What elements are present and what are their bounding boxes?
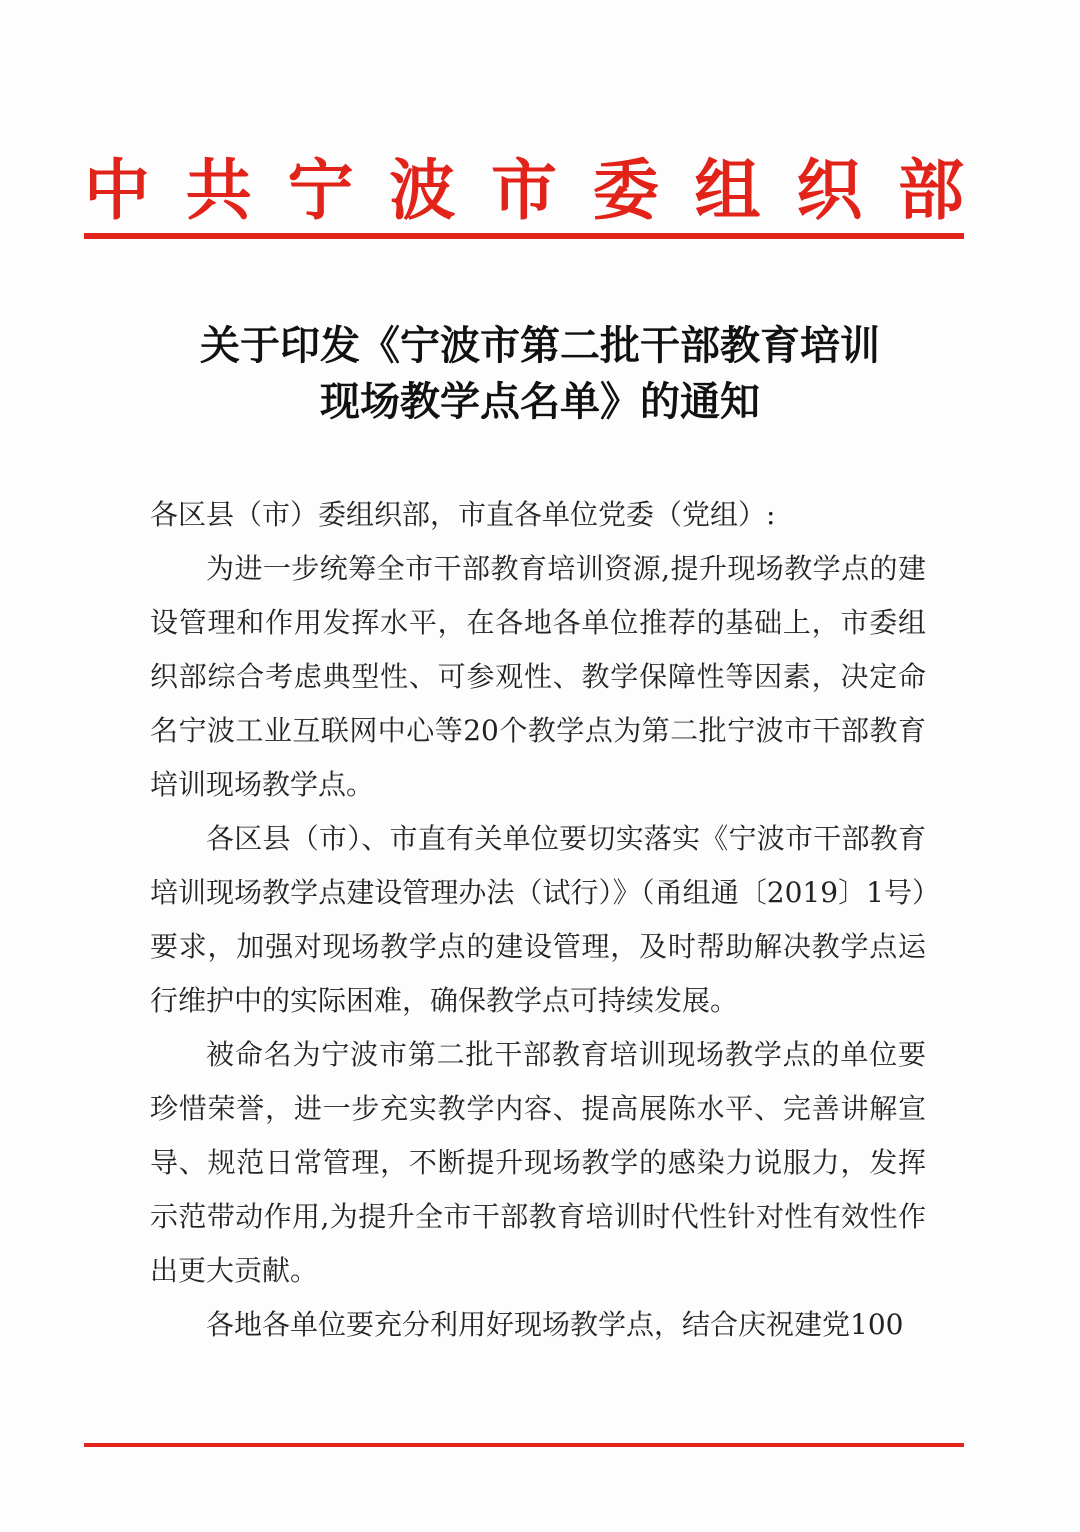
body-paragraph: 各区县（市）、市直有关单位要切实落实《宁波市干部教育培训现场教学点建设管理办法（试行）》（甬组通〔2019〕1号）要求，加强对现场教学点的建设管理，及时帮助解决教学点运行维护中的实际困难，确保教学点可持续发展。 [150, 822, 926, 1017]
document-body [150, 488, 926, 1352]
masthead-char: 委 [592, 151, 659, 229]
masthead-char: 市 [491, 151, 557, 229]
masthead-char: 共 [185, 151, 252, 229]
body-paragraph: 被命名为宁波市第二批干部教育培训现场教学点的单位要珍惜荣誉，进一步充实教学内容、提高展陈水平、完善讲解宣导、规范日常管理，不断提升现场教学的感染力说服力，发挥示范带动作用,为提升全市干部教育培训时代性针对性有效性作出更大贡献。 [150, 1038, 926, 1287]
document-title [120, 318, 960, 430]
masthead-char: 织 [796, 151, 863, 229]
masthead-char: 波 [389, 151, 456, 229]
title-line-2: 现场教学点名单》的通知 [320, 378, 760, 425]
footer-divider [84, 1443, 964, 1447]
title-line-1: 关于印发《宁波市第二批干部教育培训 [200, 322, 880, 369]
masthead-char: 宁 [287, 151, 354, 229]
masthead-char: 中 [84, 151, 150, 229]
masthead-char: 部 [898, 151, 964, 229]
body-paragraph: 各地各单位要充分利用好现场教学点，结合庆祝建党100 [206, 1308, 904, 1341]
masthead-divider [84, 233, 964, 239]
salutation: 各区县（市）委组织部，市直各单位党委（党组）: [150, 498, 776, 531]
body-paragraph: 为进一步统筹全市干部教育培训资源,提升现场教学点的建设管理和作用发挥水平，在各地各单位推荐的基础上，市委组织部综合考虑典型性、可参观性、教学保障性等因素，决定命名宁波工业互联网中心等20个教学点为第二批宁波市干部教育培训现场教学点。 [150, 552, 926, 801]
masthead-title [84, 150, 964, 230]
masthead-char: 组 [694, 151, 761, 229]
